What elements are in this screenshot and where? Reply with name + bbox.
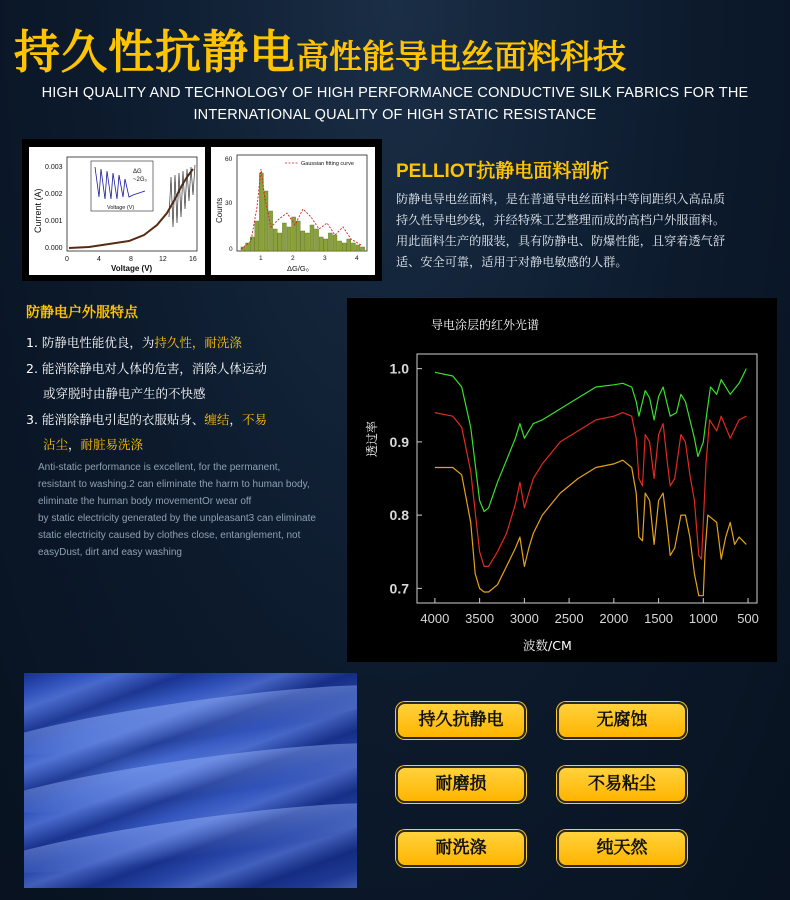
badge-durable-antistatic: 持久抗静电 (396, 702, 526, 739)
histogram-bar (333, 235, 337, 251)
histogram-bar (296, 221, 300, 251)
chart-title: 导电涂层的红外光谱 (431, 318, 540, 332)
features-list (26, 330, 346, 458)
hero-title-main: 持久性抗静电 (14, 25, 296, 79)
histogram-bar (347, 239, 351, 251)
feature-item-2-cont (26, 381, 346, 407)
x-tick-label: 2500 (554, 611, 584, 626)
english-subtitle-line1: HIGH QUALITY AND TECHNOLOGY OF HIGH PERFORMANCE CONDUCTIVE SILK FABRICS FOR THE (41, 85, 749, 101)
feature-1-text: 1. 防静电性能优良，为 (26, 335, 155, 350)
y-tick-label: 0.8 (389, 507, 409, 524)
iv-ytick-3: 0.001 (45, 218, 63, 225)
histogram-bar (264, 191, 268, 251)
iv-ytick-1: 0.003 (45, 164, 63, 171)
fabric-photo (24, 673, 357, 888)
y-tick-label: 0.9 (389, 433, 409, 450)
feature-3-sep-2: ， (68, 437, 81, 452)
ir-spectrum-chart (347, 298, 777, 662)
histogram-bar (319, 237, 323, 251)
features-title: 防静电户外服特点 (26, 305, 138, 321)
features-en-line-5: static electricity caused by clothes close, entanglement, not (38, 530, 301, 541)
feature-3-text: 3. 能消除静电引起的衣服贴身、 (26, 411, 205, 427)
iv-xtick-1: 0 (65, 256, 69, 263)
histogram-bar (310, 225, 314, 251)
histogram-bar (324, 239, 328, 251)
pelliot-line-3: 用此面料生产的服装，具有防静电、防爆性能，且穿着透气舒 (396, 234, 726, 248)
pelliot-description (396, 189, 784, 273)
hist-legend: Gaussian fitting curve (301, 161, 354, 167)
pelliot-line-4: 适、安全可靠，适用于对静电敏感的人群。 (396, 255, 628, 269)
feature-item-1 (26, 330, 346, 356)
x-tick-label: 4000 (420, 611, 450, 626)
iv-ylabel: Current (A) (33, 188, 43, 233)
histogram-bar (342, 243, 346, 251)
pelliot-line-1: 防静电导电丝面料，是在普通导电丝面料中等间距织入高品质 (396, 192, 726, 206)
iv-xlabel: Voltage (V) (111, 264, 153, 273)
series-line-3 (435, 460, 746, 596)
english-subtitle (0, 82, 790, 126)
features-en-line-3: eliminate the human body movementOr wear off (38, 496, 252, 507)
badge-wear-resistant: 耐磨损 (396, 766, 526, 803)
feature-item-2 (26, 356, 346, 382)
histogram-bar (338, 241, 342, 251)
hist-ylabel: Counts (215, 197, 224, 223)
features-en-line-6: easyDust, dirt and easy washing (38, 547, 182, 558)
histogram-graph (211, 147, 375, 275)
hist-ytick-2: 30 (225, 200, 233, 207)
x-tick-label: 1500 (644, 611, 674, 626)
x-tick-label: 500 (737, 611, 759, 626)
iv-inset-legend-2g: ~2G₀ (133, 177, 147, 183)
features-english (38, 459, 348, 561)
iv-inset-legend-dg: ΔG (133, 169, 142, 175)
x-tick-label: 2000 (599, 611, 629, 626)
hist-xlabel: ΔG/G₀ (287, 264, 309, 273)
y-tick-label: 1.0 (389, 360, 409, 377)
histogram-bar (282, 223, 286, 251)
features-en-line-2: resistant to washing.2 can eliminate the harm to human body, (38, 479, 310, 490)
feature-3-highlight-1: 缠结 (204, 411, 230, 427)
histogram-bar (315, 229, 319, 251)
iv-inset-xlabel: Voltage (V) (107, 205, 135, 211)
histogram-bar (287, 227, 291, 251)
hist-ytick-3: 0 (229, 246, 233, 253)
x-tick-label: 3500 (465, 611, 495, 626)
pelliot-title-en: PELLIOT (396, 161, 477, 182)
histogram-bar (328, 233, 332, 251)
badge-dust-resistant: 不易粘尘 (557, 766, 687, 803)
histogram-bar (305, 233, 309, 251)
pelliot-title (396, 156, 609, 183)
histogram-bar (356, 245, 360, 251)
pelliot-line-2: 持久性导电纱线，并经特殊工艺整理而成的高档户外服面料。 (396, 213, 726, 227)
badge-washable: 耐洗涤 (396, 830, 526, 867)
feature-3-highlight-2: 不易 (241, 411, 267, 427)
histogram-bar (351, 243, 355, 251)
iv-ytick-4: 0.000 (45, 245, 63, 252)
iv-xtick-3: 8 (129, 256, 133, 263)
histogram-bar (361, 247, 365, 251)
histogram-bar (255, 221, 259, 251)
features-en-line-4: by static electricity generated by the unpleasant3 can eliminate (38, 513, 316, 524)
x-tick-label: 1000 (688, 611, 718, 626)
hero-title (14, 16, 784, 82)
hist-xtick-3: 3 (323, 255, 327, 262)
histogram-bar (259, 173, 263, 251)
feature-2-text-cont: 或穿脱时由静电产生的不快感 (43, 386, 206, 401)
hist-xtick-4: 4 (355, 255, 359, 262)
iv-ytick-2: 0.002 (45, 191, 63, 198)
feature-1-highlight: 持久性，耐洗涤 (154, 335, 242, 350)
hist-xtick-2: 2 (291, 255, 295, 262)
iv-graph (29, 147, 205, 275)
y-tick-label: 0.7 (389, 580, 409, 597)
hist-xtick-1: 1 (259, 255, 263, 262)
histogram-bar (250, 237, 254, 251)
english-subtitle-line2: INTERNATIONAL QUALITY OF HIGH STATIC RESISTANCE (193, 107, 597, 123)
pelliot-title-cn: 抗静电面料剖析 (476, 160, 610, 182)
feature-2-text: 2. 能消除静电对人体的危害，消除人体运动 (26, 360, 267, 376)
chart-plot-frame (417, 354, 757, 603)
histogram-bar (273, 229, 277, 251)
feature-3-sep: ， (229, 411, 242, 427)
feature-item-3 (26, 407, 346, 433)
series-line-2 (435, 413, 746, 567)
series-line-1 (435, 369, 746, 512)
chart-xlabel: 波数/CM (523, 638, 572, 653)
iv-xtick-5: 16 (189, 256, 197, 263)
iv-xtick-4: 12 (159, 256, 167, 263)
iv-xtick-2: 4 (97, 256, 101, 263)
feature-item-3-cont (26, 432, 346, 458)
features-en-line-1: Anti-static performance is excellent, for the permanent, (38, 462, 281, 473)
badge-natural: 纯天然 (557, 830, 687, 867)
hero-title-sub: 高性能导电丝面料科技 (296, 37, 626, 76)
chart-ylabel: 透过率 (365, 420, 379, 457)
x-tick-label: 3000 (509, 611, 539, 626)
histogram-bar (301, 231, 305, 251)
feature-3-highlight-3: 沾尘 (43, 437, 69, 452)
graphs-photo (22, 139, 382, 281)
hist-ytick-1: 60 (225, 156, 233, 163)
badge-no-corrosion: 无腐蚀 (557, 702, 687, 739)
feature-3-highlight-4: 耐脏易洗涤 (80, 437, 144, 452)
histogram-bar (278, 233, 282, 251)
